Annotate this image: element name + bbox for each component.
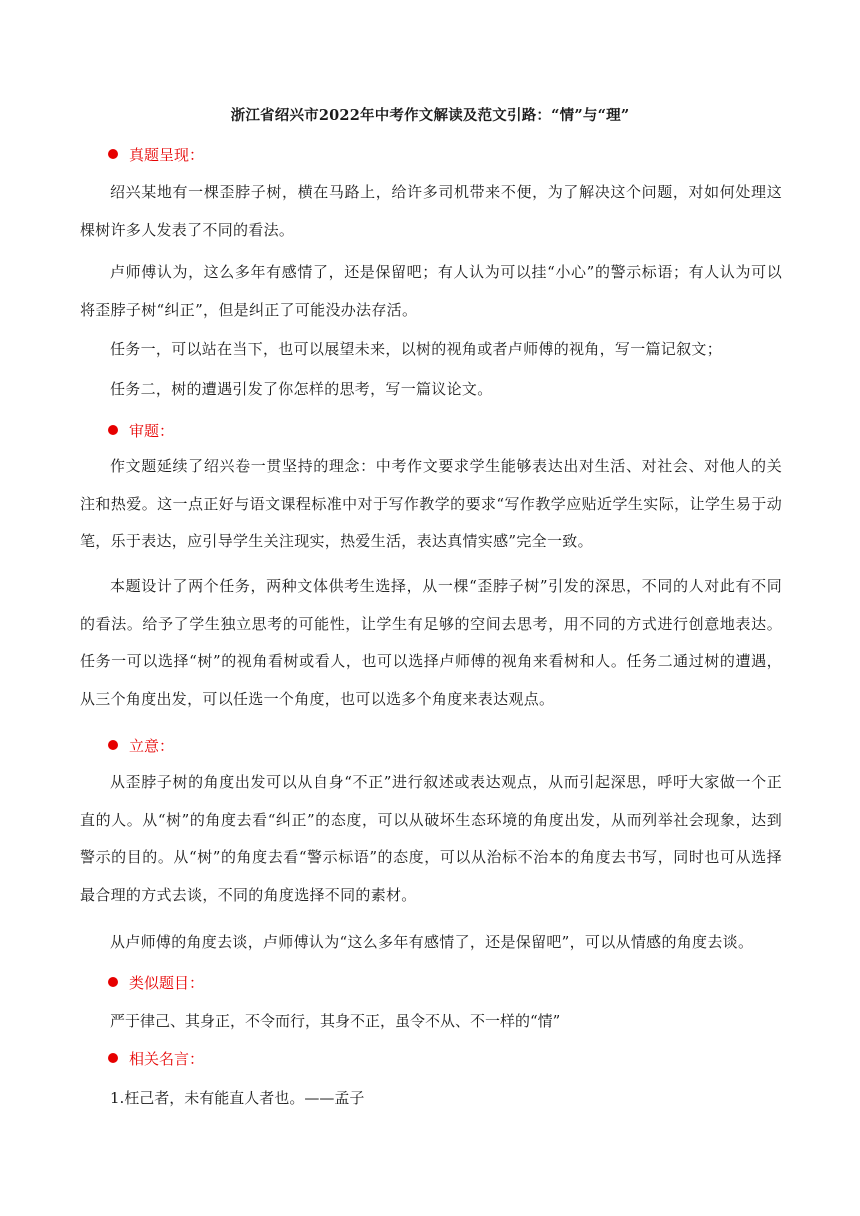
section-heading-similar xyxy=(108,972,204,992)
quote-item: 1.枉己者，未有能直人者也。——孟子 xyxy=(110,1089,365,1107)
paragraph: 任务二，树的遭遇引发了你怎样的思考，写一篇议论文。 xyxy=(110,380,493,398)
red-bullet-icon xyxy=(108,977,118,987)
red-bullet-icon xyxy=(108,740,118,750)
red-bullet-icon xyxy=(108,149,118,159)
section-heading-concept xyxy=(108,735,174,755)
section-heading-review xyxy=(108,420,174,440)
paragraph: 作文题延续了绍兴卷一贯坚持的理念：中考作文要求学生能够表达出对生活、对社会、对他人的关注和热爱。这一点正好与语文课程标准中对于写作教学的要求“写作教学应贴近学生实际，让学生易于动笔，乐于表达，应引导学生关注现实，热爱生活，表达真情实感”完全一致。 xyxy=(80,457,782,550)
section-heading-label: 相关名言： xyxy=(129,1049,205,1068)
paragraph: 本题设计了两个任务，两种文体供考生选择，从一棵“歪脖子树”引发的深思，不同的人对此有不同的看法。给予了学生独立思考的可能性，让学生有足够的空间去思考，用不同的方式进行创意地表达。任务一可以选择“树”的视角看树或看人，也可以选择卢师傅的视角来看树和人。任务二通过树的遭遇，从三个角度出发，可以任选一个角度，也可以选多个角度来表达观点。 xyxy=(80,577,782,708)
section-heading-label: 立意： xyxy=(129,736,175,755)
section-heading-label: 真题呈现： xyxy=(129,145,205,164)
similar-topics-text: 严于律己、其身正，不令而行，其身不正，虽令不从、不一样的“情” xyxy=(110,1012,561,1030)
section-heading-label: 类似题目： xyxy=(129,973,205,992)
section-heading-exam xyxy=(108,144,204,164)
paragraph: 卢师傅认为，这么多年有感情了，还是保留吧；有人认为可以挂“小心”的警示标语；有人认为可以将歪脖子树“纠正”，但是纠正了可能没办法存活。 xyxy=(80,263,782,319)
red-bullet-icon xyxy=(108,1053,118,1063)
section-heading-quotes xyxy=(108,1048,204,1068)
paragraph: 绍兴某地有一棵歪脖子树，横在马路上，给许多司机带来不便，为了解决这个问题，对如何处理这棵树许多人发表了不同的看法。 xyxy=(80,183,782,239)
red-bullet-icon xyxy=(108,425,118,435)
section-heading-label: 审题： xyxy=(129,421,175,440)
paragraph: 从歪脖子树的角度出发可以从自身“不正”进行叙述或表达观点，从而引起深思，呼吁大家做一个正直的人。从“树”的角度去看“纠正”的态度，可以从破坏生态环境的角度出发，从而列举社会现象，达到警示的目的。从“树”的角度去看“警示标语”的态度，可以从治标不治本的角度去书写，同时也可从选择最合理的方式去谈，不同的角度选择不同的素材。 xyxy=(80,773,782,904)
paragraph: 从卢师傅的角度去谈，卢师傅认为“这么多年有感情了，还是保留吧”，可以从情感的角度去谈。 xyxy=(110,933,754,951)
paragraph: 任务一，可以站在当下，也可以展望未来，以树的视角或者卢师傅的视角，写一篇记叙文； xyxy=(110,340,723,358)
document-title: 浙江省绍兴市2022年中考作文解读及范文引路：“情”与“理” xyxy=(230,107,630,124)
